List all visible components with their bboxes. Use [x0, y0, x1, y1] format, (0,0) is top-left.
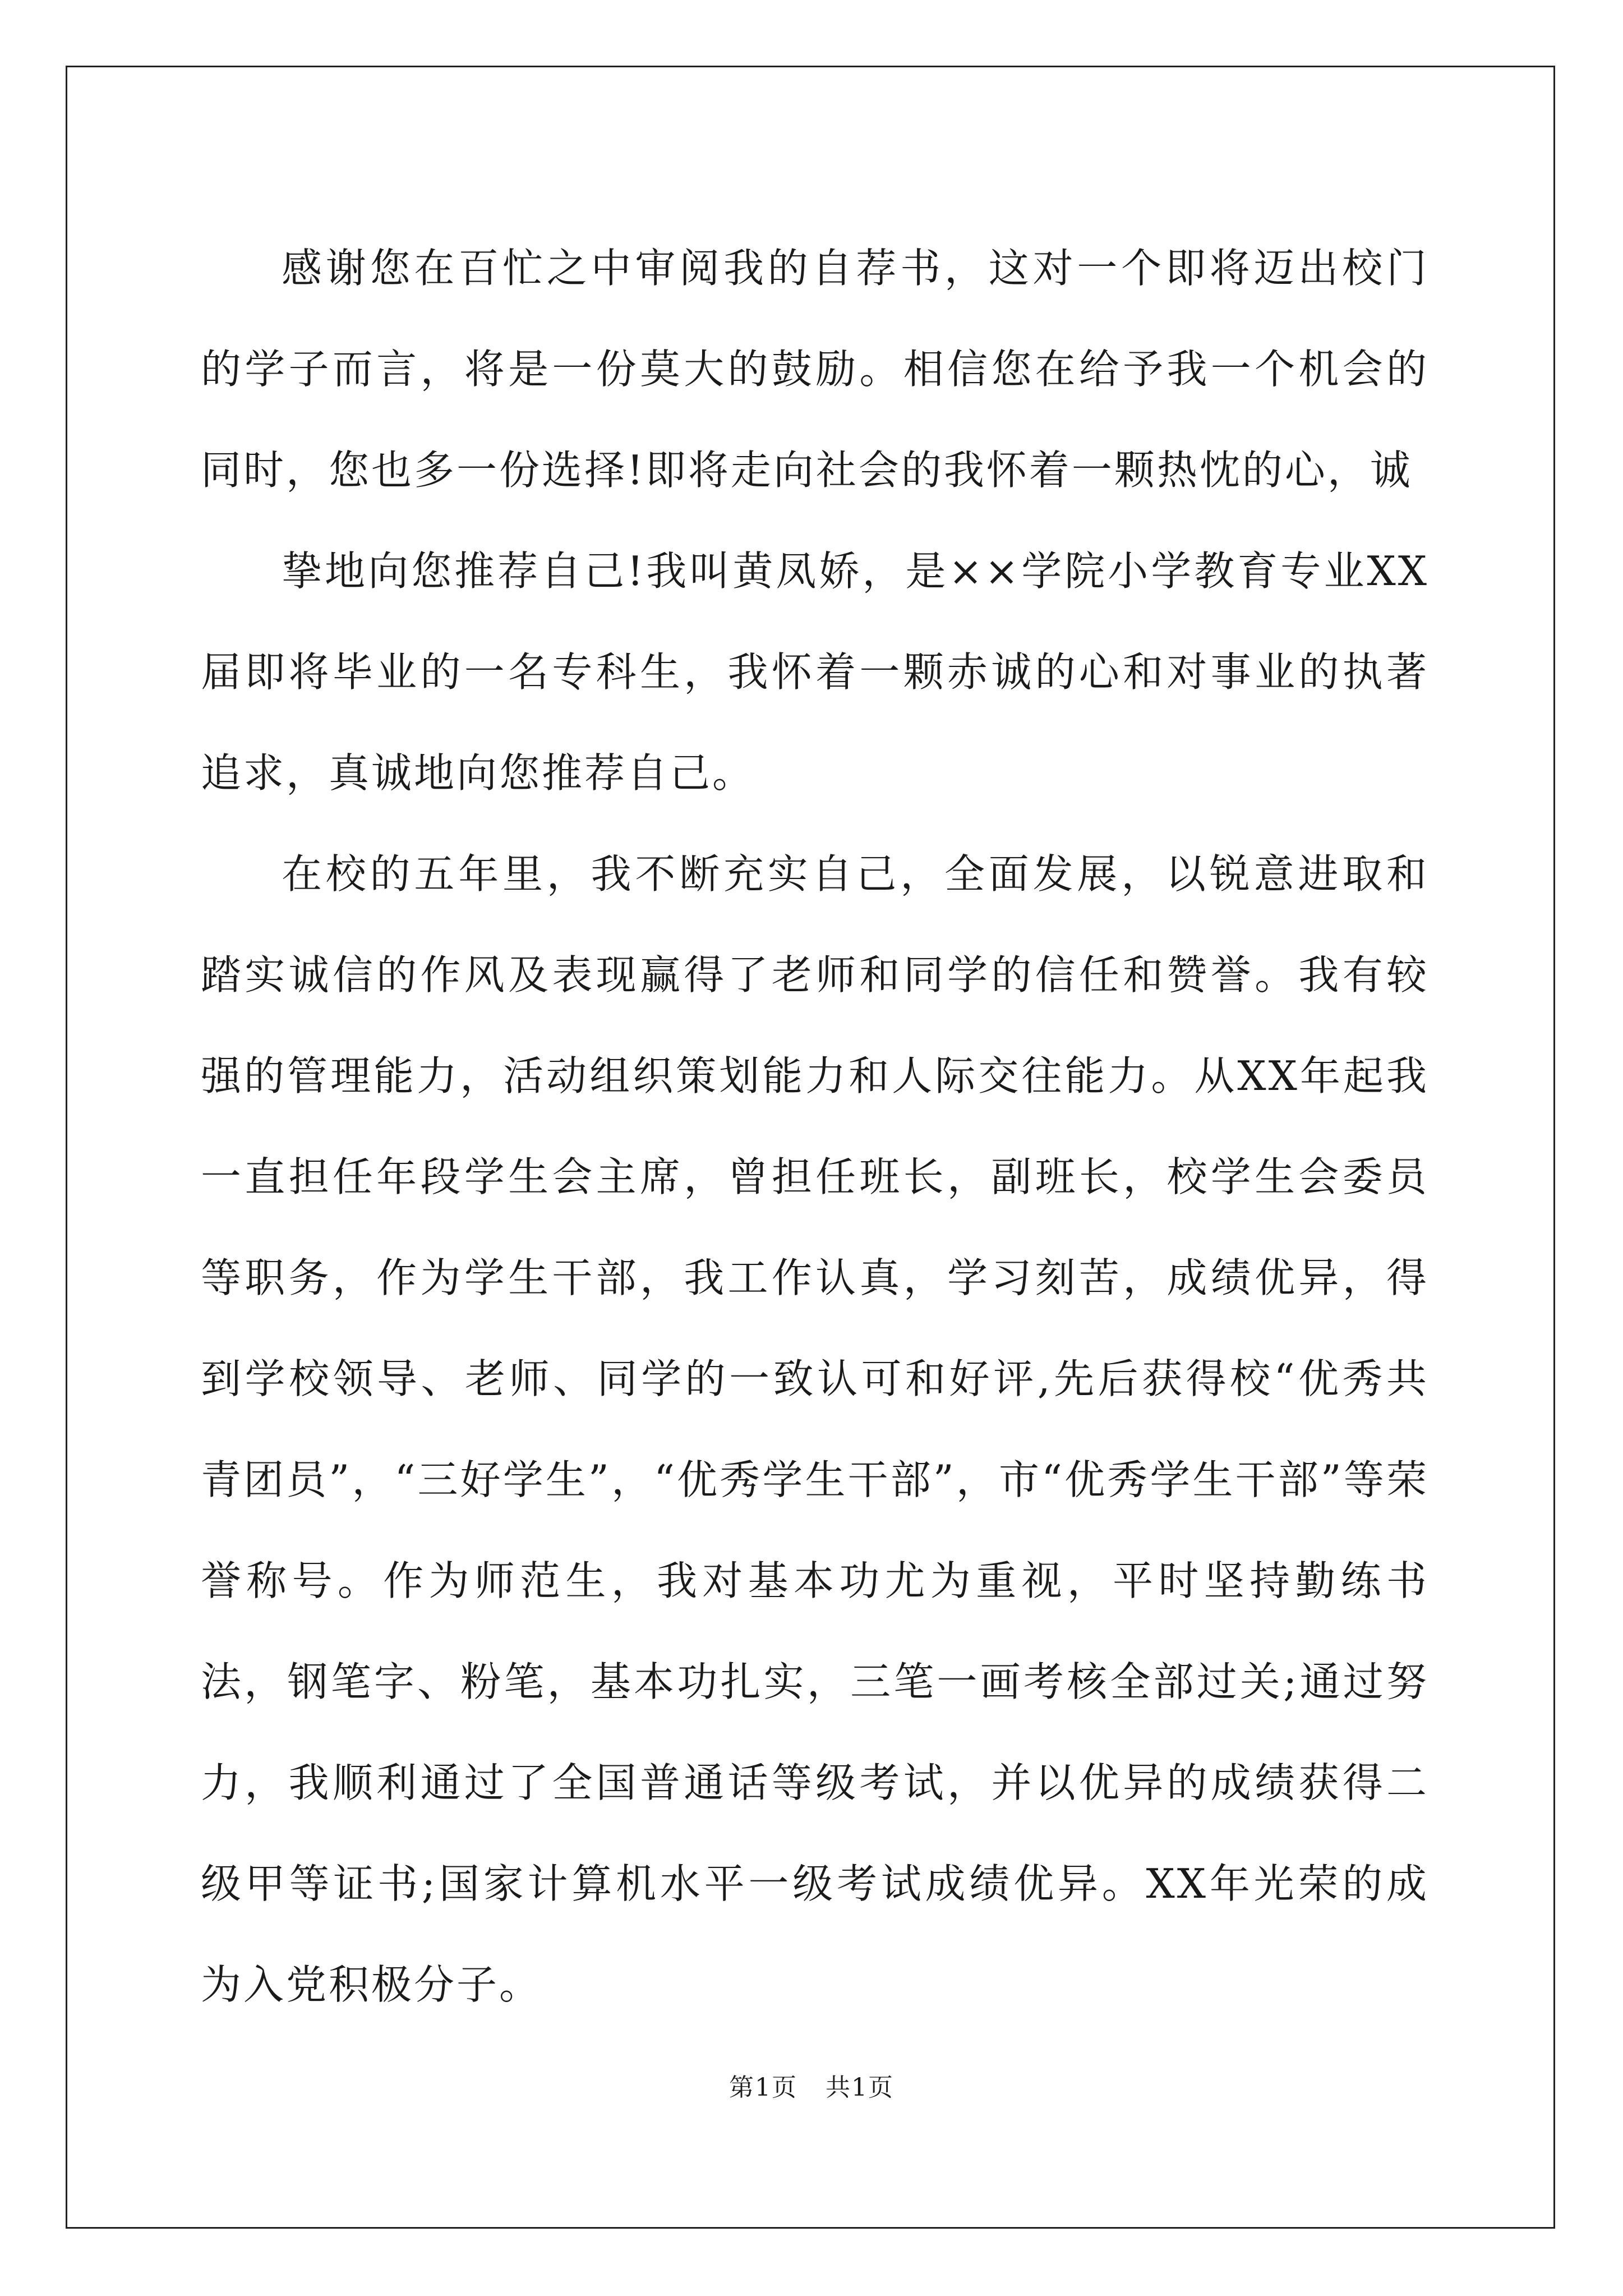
document-body: [201, 218, 1429, 2035]
paragraph: 在校的五年里，我不断充实自己，全面发展，以锐意进取和踏实诚信的作风及表现赢得了老师和同学的信任和赞誉。我有较强的管理能力，活动组织策划能力和人际交往能力。从XX年起我一直担任年段学生会主席，曾担任班长，副班长，校学生会委员等职务，作为学生干部，我工作认真，学习刻苦，成绩优异，得到学校领导、老师、同学的一致认可和好评,先后获得校“优秀共青团员”，“三好学生”，“优秀学生干部”，市“优秀学生干部”等荣誉称号。作为师范生，我对基本功尤为重视，平时坚持勤练书法，钢笔字、粉笔，基本功扎实，三笔一画考核全部过关;通过努力，我顺利通过了全国普通话等级考试，并以优异的成绩获得二级甲等证书;国家计算机水平一级考试成绩优异。XX年光荣的成为入党积极分子。: [201, 850, 1429, 2008]
page-footer: [0, 2067, 1623, 2103]
page-total: 共1页: [826, 2073, 894, 2102]
page-number: 第1页: [729, 2073, 797, 2102]
paragraph: 挚地向您推荐自己!我叫黄凤娇，是××学院小学教育专业XX届即将毕业的一名专科生，我怀着一颗赤诚的心和对事业的执著追求，真诚地向您推荐自己。: [201, 547, 1429, 797]
paragraph: 感谢您在百忙之中审阅我的自荐书，这对一个即将迈出校门的学子而言，将是一份莫大的鼓励。相信您在给予我一个机会的同时，您也多一份选择!即将走向社会的我怀着一颗热忱的心，诚: [201, 245, 1429, 494]
